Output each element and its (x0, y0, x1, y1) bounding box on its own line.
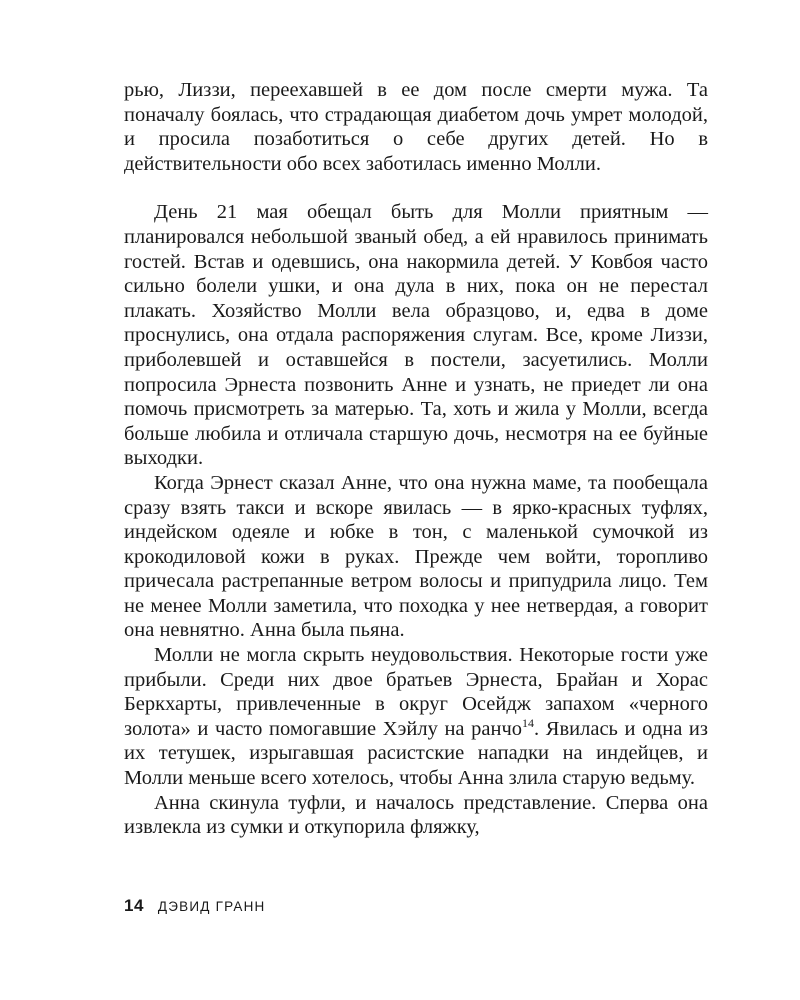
page-footer (124, 896, 265, 916)
footnote-reference: 14 (522, 716, 535, 731)
paragraph-3: Когда Эрнест сказал Анне, что она нужна маме, та пообещала сразу взять такси и вскоре явилась — в ярко-красных туфлях, индейском одеяле и юбке в тон, с маленькой сумочкой из крокодиловой кожи в руках. Прежде чем войти, торопливо причесала растрепанные ветром волосы и припудрила лицо. Тем не менее Молли заметила, что походка у нее нетвердая, а говорит она невнятно. Анна была пьяна. (124, 471, 708, 642)
page-number: 14 (124, 896, 144, 915)
paragraph-1: рью, Лиззи, переехавшей в ее дом после смерти мужа. Та поначалу боялась, что страдающая диабетом дочь умрет молодой, и просила позаботиться о себе других детей. Но в действительности обо всех заботилась именно Молли. (124, 79, 708, 175)
paragraph-2: День 21 мая обещал быть для Молли приятным — планировался небольшой званый обед, а ей нравилось принимать гостей. Встав и одевшись, она накормила детей. У Ковбоя часто сильно болели ушки, и она дула в них, пока он не перестал плакать. Хозяйство Молли вела образцово, и, едва в доме проснулись, она отдала распоряжения слугам. Все, кроме Лиззи, приболевшей и оставшейся в постели, засуетились. Молли попросила Эрнеста позвонить Анне и узнать, не приедет ли она помочь присмотреть за матерью. Та, хоть и жила у Молли, всегда больше любила и отличала старшую дочь, несмотря на ее буйные выходки. (124, 201, 708, 470)
page-body (124, 78, 708, 840)
paragraph-4-text-a: Молли не могла скрыть неудовольствия. Некоторые гости уже прибыли. Среди них двое братьев Эрнеста, Брайан и Хорас Беркхарты, привлеченные в округ Осейдж запахом «черного золота» и часто помогавшие Хэйлу на ранчо (124, 644, 708, 740)
paragraph-spacer (124, 176, 708, 200)
paragraph-5: Анна скинула туфли, и началось представление. Сперва она извлекла из сумки и откупорила фляжку, (124, 791, 708, 839)
paragraph-4: Молли не могла скрыть неудовольствия. Некоторые гости уже прибыли. Среди них двое братьев Эрнеста, Брайан и Хорас Беркхарты, привлеченные в округ Осейдж запахом «черного золота» и часто помогавшие Хэйлу на ранчо$^{14}$. Явилась и одна из их тетушек, изрыгавшая расистские нападки на индейцев, и Молли меньше всего хотелось, чтобы Анна злила старую ведьму. (124, 644, 708, 790)
paragraph-4-text-b: Явилась и одна из их тетушек, изрыгавшая расистские нападки на индейцев, и Молли меньше всего хотелось, чтобы Анна злила старую ведьму. (124, 717, 708, 790)
running-author: ДЭВИД ГРАНН (157, 899, 266, 914)
